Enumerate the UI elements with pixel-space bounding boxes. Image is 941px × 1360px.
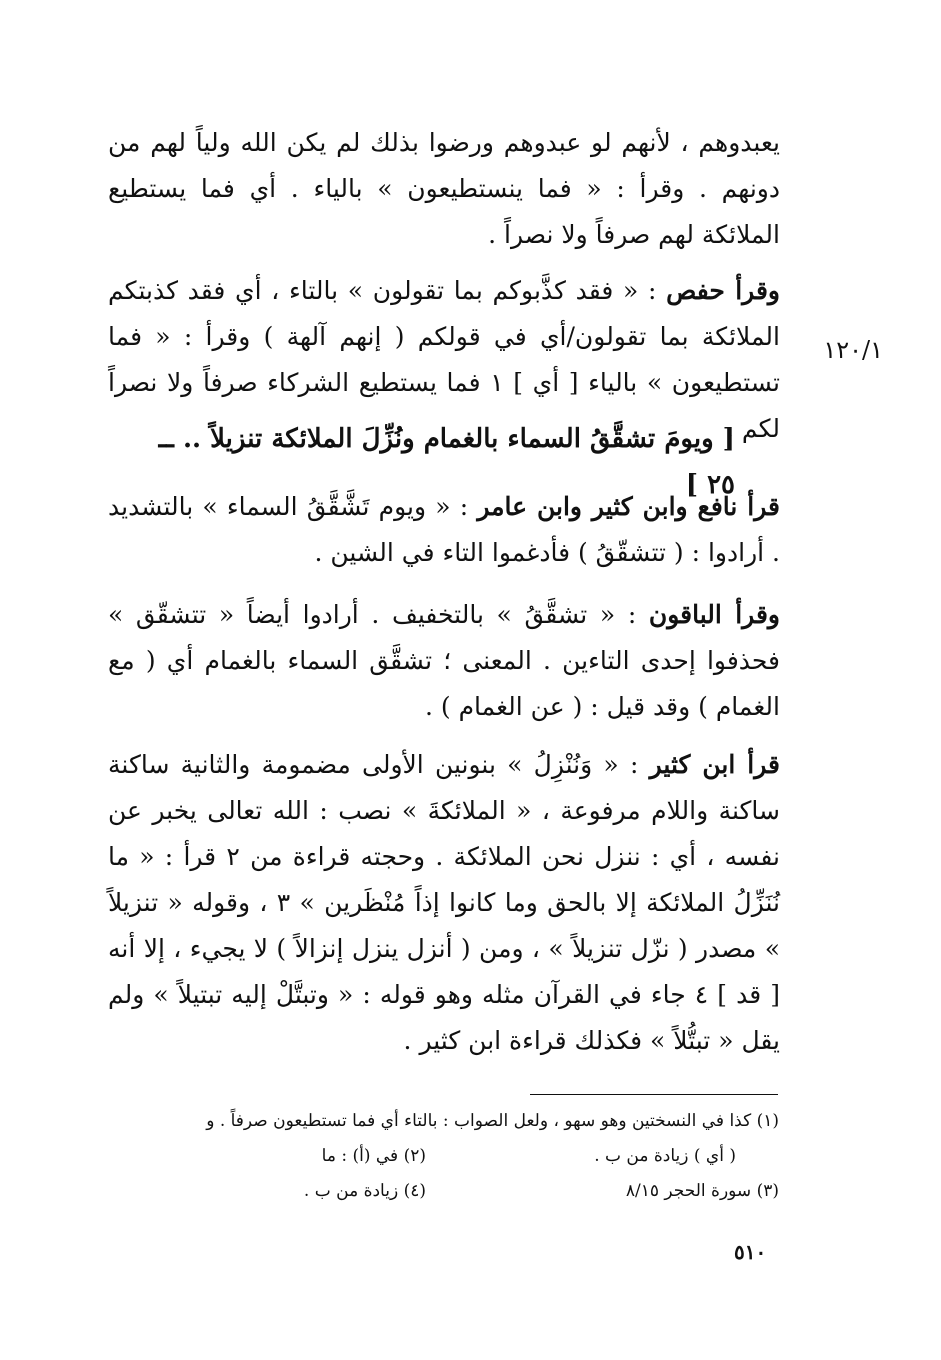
footnote-3: (٣) سورة الحجر ٨/١٥ [625,1181,779,1201]
reader-name: قرأ ابن كثير [649,750,780,779]
footnote-4: (٤) زيادة من ب . [303,1181,426,1201]
paragraph-3 [108,484,780,576]
paragraph-1-text: يعبدوهم ، لأنهم لو عبدوهم ورضوا بذلك لم يكن الله ولياً لهم من دونهم . وقرأ : « فما ينستطيعون » بالياء . أي فما يستطيع الملائكة لهم صرفاً ولا نصراً . [108,128,780,249]
reader-name: قرأ نافع وابن كثير وابن عامر [477,492,780,521]
paragraph-5-text: : « وَنُنْزِلُ » بنونين الأولى مضمومة والثانية ساكنة ساكنة واللام مرفوعة ، « الملائكةَ » نصب : الله تعالى يخبر عن نفسه ، أي : ننزل نحن الملائكة . وحجته قراءة من ٢ قرأ : « ما نُنَزِّلُ الملائكة إلا بالحق وما كانوا إذاً مُنْظَرين » ٣ ، وقوله « تنزيلاً » مصدر ( نزّل تنزيلاً » ، ومن ( أنزل ينزل إنزالاً ) لا يجيء ، إلا أنه [ قد ] ٤ جاء في القرآن مثله وهو قوله : « وتبتَّلْ إليه تبتيلاً » ولم يقل « تبتُّلاً » فكذلك قراءة ابن كثير . [108,750,781,1055]
margin-note: ١٢٠/١ [823,336,883,364]
reader-name: وقرأ الباقون [648,600,780,629]
paragraph-4 [108,592,780,730]
page-number: ٥١٠ [734,1240,767,1264]
paragraph-3-text: : « ويوم تَشَّقَّقُ السماء » بالتشديد . أرادوا : ( تتشقّقُ ) فأدغموا التاء في الشين . [108,492,780,567]
paragraph-2-text: : « فقد كذَّبوكم بما تقولون » بالتاء ، أي فقد كذبتكم الملائكة بما تقولون/أي في قولكم ( إنهم آلهة ) وقرأ : « فما تستطيعون » بالياء [ أي ] ١ فما يستطيع الشركاء صرفاً ولا نصراً لكم . [108,276,780,443]
footnote-1-line-2: ( أي ) زيادة من ب . [594,1146,736,1166]
footnote-divider [530,1094,778,1095]
verse-heading: [ ويومَ تشقَّقُ السماء بالغمام ونُزِّلَ الملائكة تنزيلاً .. ــ ٢٥ ] [158,424,735,500]
reader-name: وقرأ حفص [666,276,780,305]
paragraph-1 [108,120,780,258]
footnote-2: (٢) في (أ) : ما [321,1146,426,1166]
footnote-1-line-1: (١) كذا في النسختين وهو سهو ، ولعل الصواب : بالتاء أي فما تستطيعون صرفاً . و [206,1111,779,1131]
paragraph-4-text: : « تشقَّقُ » بالتخفيف . أرادوا أيضاً « تتشقّق » فحذفوا إحدى التاءين . المعنى ؛ تشقَّق السماء بالغمام أي ( مع الغمام ) وقد قيل : ( عن الغمام ) . [108,600,780,721]
paragraph-5 [108,742,780,1064]
